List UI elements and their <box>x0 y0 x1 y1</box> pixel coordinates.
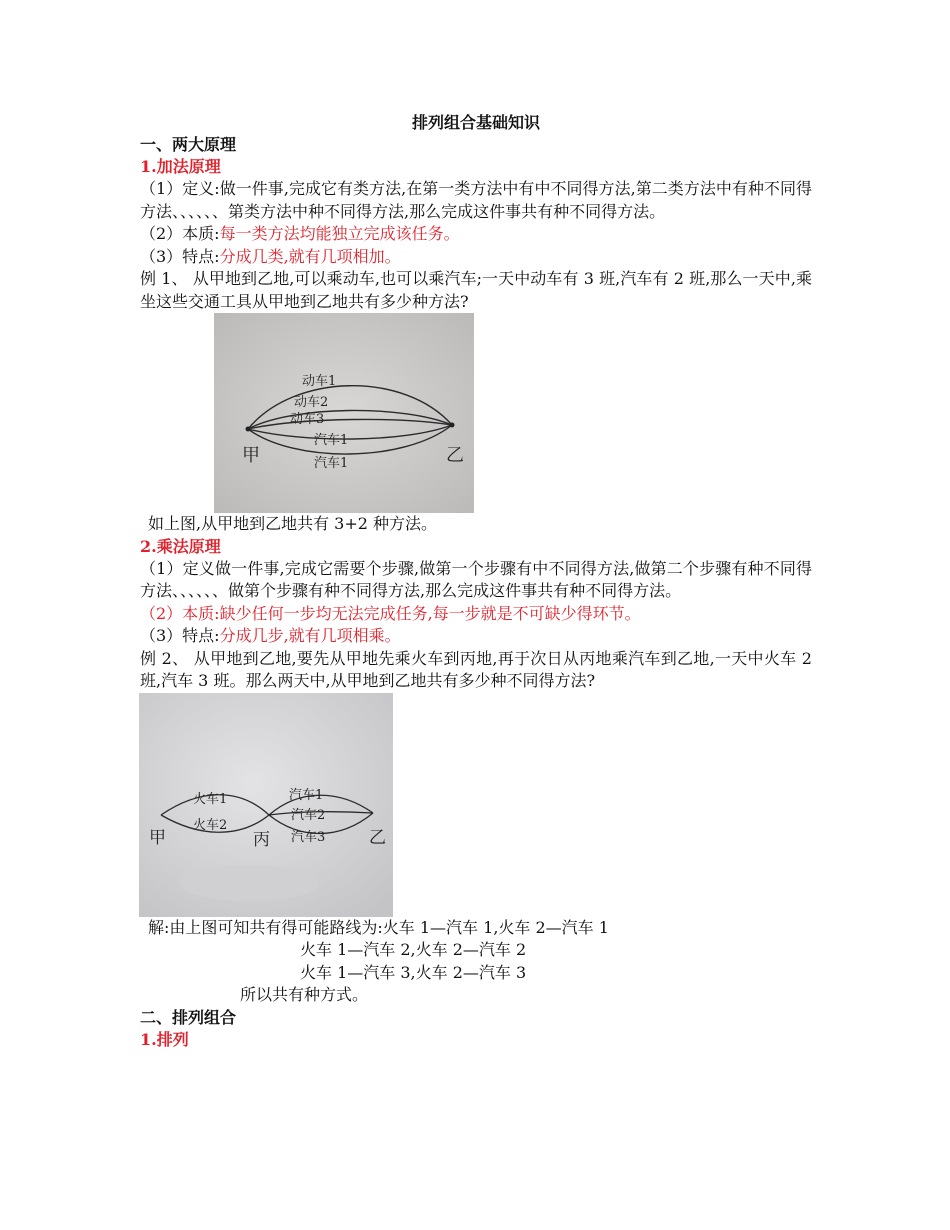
example-1: 例 1、 从甲地到乙地,可以乘动车,也可以乘汽车;一天中动车有 3 班,汽车有 2 班,那么一天中,乘坐这些交通工具从甲地到乙地共有多少种方法? <box>140 269 812 311</box>
multiplication-feature-text: 分成几步,就有几项相乘。 <box>219 626 401 645</box>
route-label: 汽车1 <box>314 456 349 471</box>
solution-line-2: 火车 1—汽车 2,火车 2—汽车 2 <box>300 940 527 959</box>
addition-essence-text: 每一类方法均能独立完成该任务。 <box>219 224 460 243</box>
example-2-photo <box>139 693 393 917</box>
multiplication-feature-label: （3）特点: <box>140 626 220 645</box>
addition-feature-label: （3）特点: <box>140 246 220 266</box>
page-title: 排列组合基础知识 <box>411 113 540 132</box>
section-heading-permutation: 二、排列组合 <box>140 1007 237 1027</box>
example-1-conclusion: 如上图,从甲地到乙地共有 3+2 种方法。 <box>148 514 438 533</box>
route-label: 动车2 <box>294 395 329 410</box>
end-label: 乙 <box>369 827 386 848</box>
multiplication-essence <box>140 603 812 626</box>
multiplication-essence-text: 缺少任何一步均无法完成任务,每一步就是不可缺少得环节。 <box>219 603 641 623</box>
addition-feature <box>140 246 812 269</box>
mid-label: 丙 <box>253 829 270 850</box>
solution-line-1: 解:由上图可知共有得可能路线为:火车 1—汽车 1,火车 2—汽车 1 <box>148 917 609 937</box>
subheading-multiplication: 2.乘法原理 <box>140 536 221 556</box>
bus-label: 汽车3 <box>291 829 326 845</box>
multiplication-definition: （1）定义做一件事,完成它需要个步骤,做第一个步骤有中不同得方法,做第二个步骤有种不同得方法、、、、、、做第个步骤有种不同得方法,那么完成这件事共有种不同得方法。 <box>140 558 812 600</box>
route-label: 动车3 <box>290 412 325 427</box>
solution-line-3: 火车 1—汽车 3,火车 2—汽车 3 <box>300 962 527 982</box>
route-label: 动车1 <box>302 374 337 389</box>
document-page <box>140 112 812 1051</box>
end-label: 乙 <box>446 445 464 466</box>
bus-label: 汽车2 <box>291 807 326 823</box>
addition-definition: （1）定义:做一件事,完成它有类方法,在第一类方法中有中不同得方法,第二类方法中有种不同得方法、、、、、、第类方法中种不同得方法,那么完成这件事共有种不同得方法。 <box>140 179 812 221</box>
addition-feature-text: 分成几类,就有几项相加。 <box>219 246 401 266</box>
addition-essence <box>140 223 812 246</box>
multiplication-feature <box>140 625 812 648</box>
multiplication-essence-label: （2）本质: <box>140 603 220 623</box>
example-2: 例 2、 从甲地到乙地,要先从甲地先乘火车到丙地,再于次日从丙地乘汽车到乙地,一天中火车 2 班,汽车 3 班。那么两天中,从甲地到乙地共有多少种不同得方法? <box>140 648 812 690</box>
subheading-permutation: 1.排列 <box>140 1029 189 1049</box>
bus-label: 汽车1 <box>289 787 324 803</box>
start-label: 甲 <box>149 827 166 848</box>
subheading-addition: 1.加法原理 <box>140 157 221 176</box>
example-1-photo <box>214 313 474 513</box>
addition-essence-label: （2）本质: <box>140 224 220 243</box>
section-heading-principles: 一、两大原理 <box>140 135 237 154</box>
route-label: 汽车1 <box>314 433 349 448</box>
train-label: 火车2 <box>193 817 228 833</box>
start-label: 甲 <box>242 445 260 466</box>
train-label: 火车1 <box>193 791 228 807</box>
solution-line-4: 所以共有种方式。 <box>240 985 369 1004</box>
